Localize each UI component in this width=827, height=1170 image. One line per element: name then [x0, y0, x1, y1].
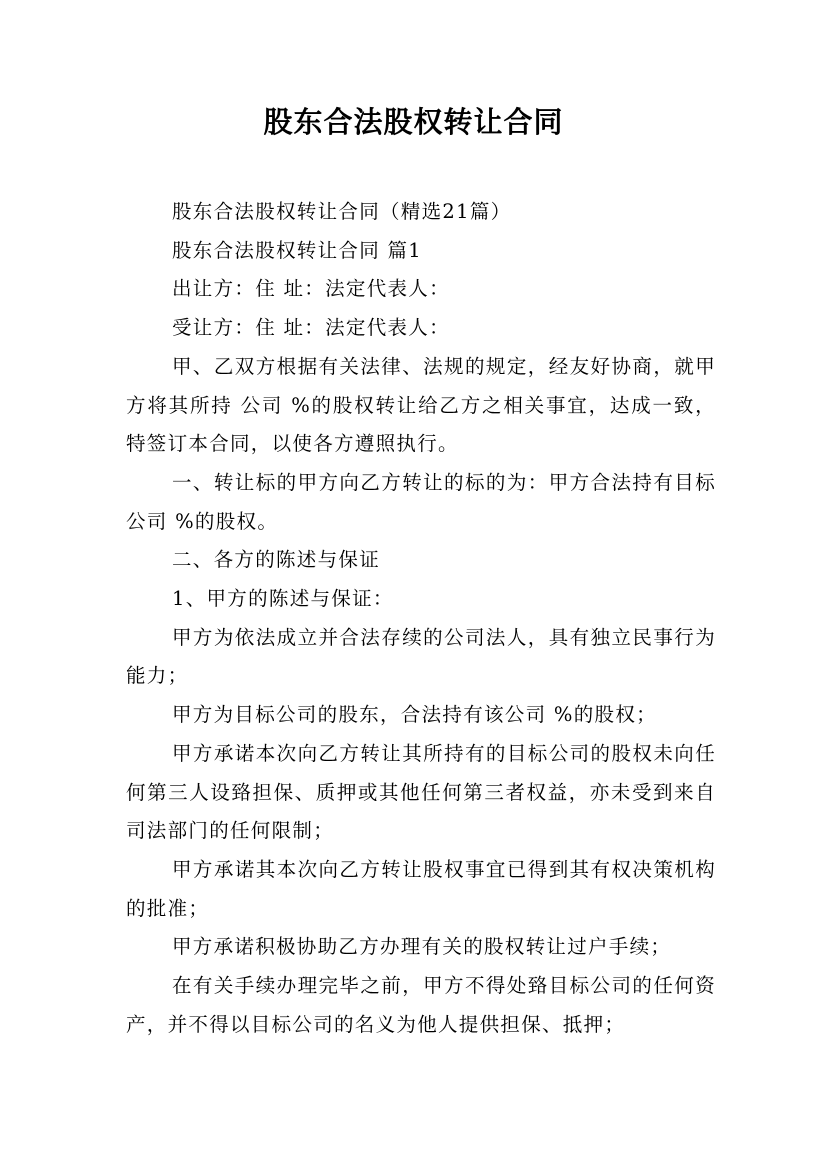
paragraph-item: 甲方承诺其本次向乙方转让股权事宜已得到其有权决策机构的批准；: [126, 857, 716, 920]
paragraph-item: 甲方承诺积极协助乙方办理有关的股权转让过户手续；: [172, 935, 672, 959]
paragraph-transferee: 受让方：住 址：法定代表人：: [172, 316, 450, 340]
document-body: [126, 193, 716, 1044]
paragraph-clause-1: 一、转让标的甲方向乙方转让的标的为：甲方合法持有目标公司 %的股权。: [126, 470, 716, 533]
paragraph-doc-heading: 股东合法股权转让合同（精选21篇）: [172, 200, 512, 223]
paragraph-section-title: 股东合法股权转让合同 篇1: [172, 238, 423, 262]
paragraph-clause-2: 二、各方的陈述与保证: [172, 548, 381, 572]
paragraph-item: 甲方承诺本次向乙方转让其所持有的目标公司的股权未向任何第三人设臵担保、质押或其他任何第三者权益，亦未受到来自司法部门的任何限制；: [126, 741, 716, 843]
document-title: 股东合法股权转让合同: [263, 105, 564, 139]
paragraph-item: 在有关手续办理完毕之前，甲方不得处臵目标公司的任何资产，并不得以目标公司的名义为他人提供担保、抵押；: [126, 974, 716, 1036]
paragraph-clause-2-1: 1、甲方的陈述与保证：: [172, 587, 394, 611]
paragraph-item: 甲方为目标公司的股东，合法持有该公司 %的股权；: [172, 703, 657, 727]
paragraph-transferor: 出让方：住 址：法定代表人：: [172, 277, 450, 301]
paragraph-item: 甲方为依法成立并合法存续的公司法人，具有独立民事行为能力；: [126, 625, 716, 688]
paragraph-preamble: 甲、乙双方根据有关法律、法规的规定，经友好协商，就甲方将其所持 公司 %的股权转让给乙方之相关事宜，达成一致，特签订本合同，以使各方遵照执行。: [126, 354, 716, 456]
